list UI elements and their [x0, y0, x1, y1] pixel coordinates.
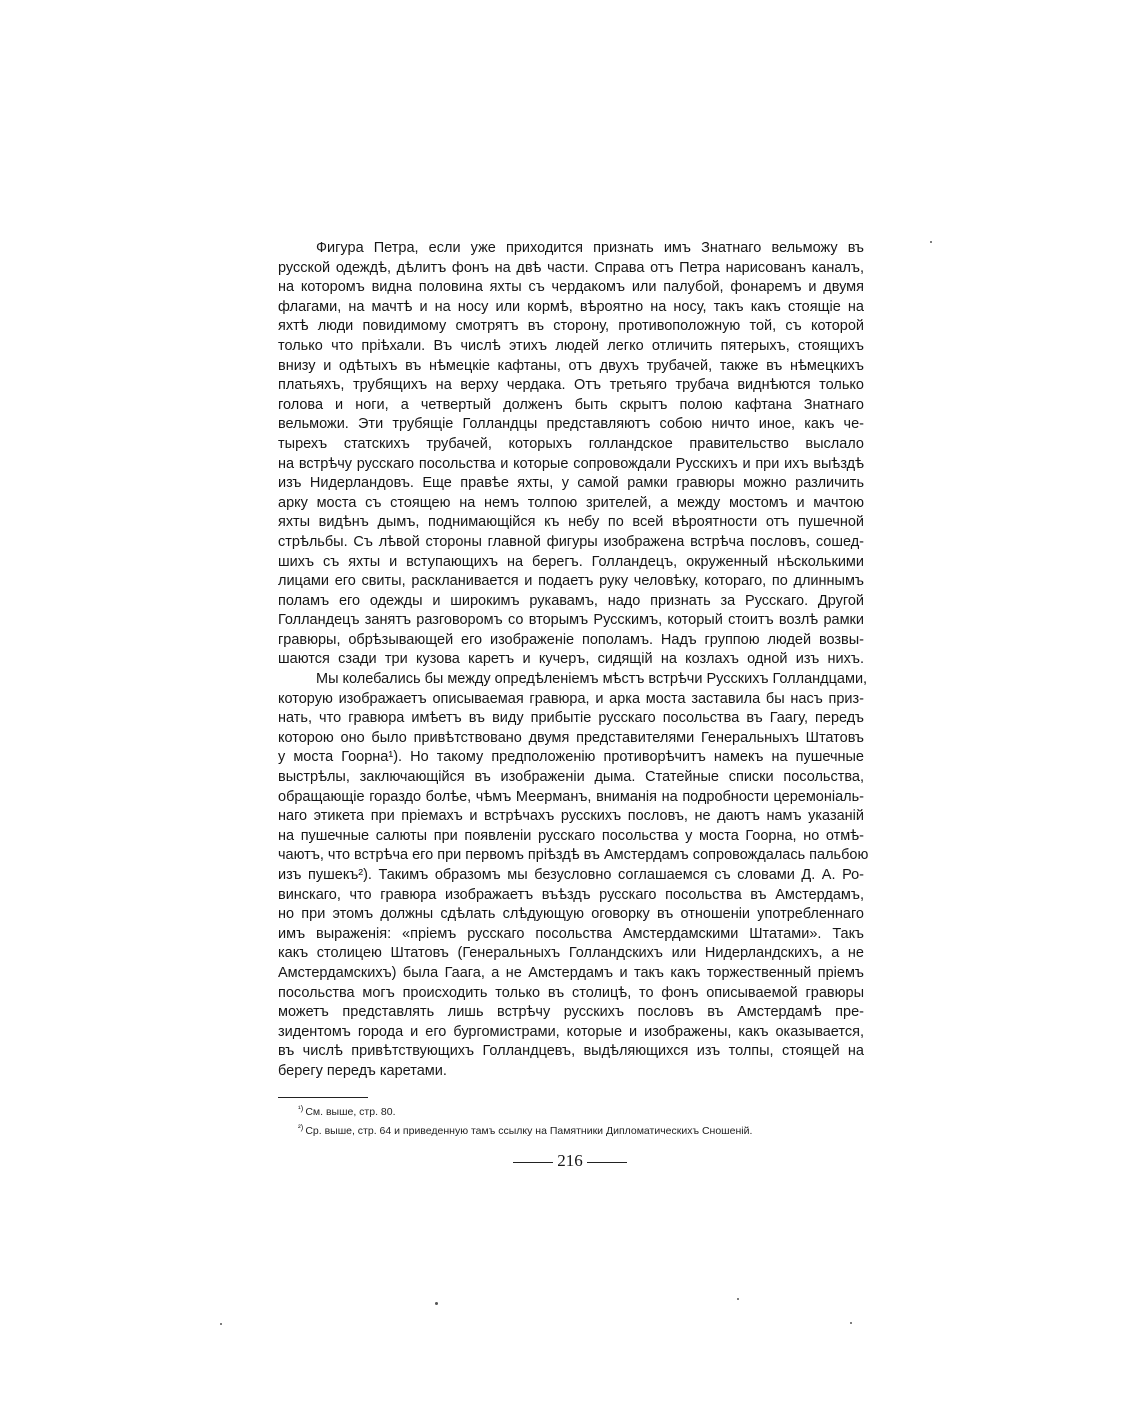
text-line: флагами, на мачтѣ и на носу или кормѣ, вѣроятно на носу, такъ какъ стоящіе на [278, 298, 864, 315]
paragraph-2 [278, 670, 869, 1081]
text-line: на пушечные салюты при появленіи русскаго посольства у моста Гоорна, но отмѣ- [278, 827, 864, 844]
text-line: выстрѣлы, заключающійся въ изображеніи дыма. Статейные списки посольства, [278, 769, 864, 786]
text-line: шихъ съ яхты и вступающихъ на берегъ. Голландецъ, окруженный нѣсколькими [278, 553, 864, 570]
text-line: на встрѣчу русскаго посольства и которые сопровождали Русскихъ и при ихъ выѣздѣ [278, 455, 864, 472]
text-line: можетъ представлять лишь встрѣчу русскихъ пословъ въ Амстердамѣ пре- [278, 1004, 864, 1021]
text-line: зидентомъ города и его бургомистрами, которые и изображены, какъ оказывается, [278, 1023, 864, 1040]
text-line: арку моста съ стоящею на немъ толпою зрителей, а между мостомъ и мачтою [278, 494, 864, 511]
scan-speck [930, 241, 932, 243]
text-line: берегу передъ каретами. [278, 1062, 447, 1079]
text-line: изъ Нидерландовъ. Еще правѣе яхты, у самой рамки гравюры можно различить [278, 475, 864, 492]
text-line: Амстердамскихъ) была Гаага, а не Амстердамъ и такъ какъ торжественный пріемъ [278, 964, 864, 981]
text-line: Голландецъ занятъ разговоромъ со вторымъ Русскимъ, который стоитъ возлѣ рамки [278, 612, 864, 629]
text-line: у моста Гоорна¹). Но такому предположенію противорѣчитъ намекъ на пушечные [278, 749, 864, 766]
text-line: изъ пушекъ²). Такимъ образомъ мы безусловно соглашаемся съ словами Д. А. Ро- [278, 867, 864, 883]
footnote-mark: ¹) [298, 1103, 304, 1113]
text-line: на которомъ видна половина яхты съ чердакомъ или палубой, фонаремъ и двумя [278, 279, 864, 296]
text-line: шаются сзади три кузова каретъ и кучеръ, сидящій на козлахъ одной изъ нихъ. [278, 651, 864, 668]
text-line: нать, что гравюра имѣетъ въ виду прибытіе русскаго посольства въ Гаагу, передъ [278, 710, 864, 727]
text-line: въ числѣ привѣтствующихъ Голландцевъ, выдѣляющихся изъ толпы, стоящей на [278, 1043, 864, 1060]
text-line: яхтѣ люди повидимому смотрятъ въ сторону, противоположную той, съ которой [278, 318, 864, 335]
text-line: которую изображаетъ описываемая гравюра, и арка моста заставила бы насъ приз- [278, 690, 864, 707]
text-line: которою оно было привѣтствовано двумя представителями Генеральныхъ Штатовъ [278, 729, 864, 746]
footnote-2 [298, 1122, 864, 1141]
footnote-mark: ²) [298, 1122, 304, 1132]
footnotes [298, 1103, 864, 1141]
text-line: вельможи. Эти трубящіе Голландцы представляютъ собою ничто иное, какъ че- [278, 416, 864, 433]
text-line: винскаго, что гравюра изображаетъ въѣздъ русскаго посольства въ Амстердамъ, [278, 886, 864, 903]
text-line: русской одеждѣ, дѣлитъ фонъ на двѣ части. Справа отъ Петра нарисованъ каналъ, [278, 259, 864, 276]
text-line: чаютъ, что встрѣча его при первомъ пріѣздѣ въ Амстердамъ сопровождалась пальбою [278, 847, 869, 864]
text-line: тырехъ статскихъ трубачей, которыхъ голландское правительство выслало [278, 435, 864, 452]
text-line: Мы колебались бы между опредѣленіемъ мѣстъ встрѣчи Русскихъ Голландцами, [316, 671, 868, 688]
footnote-1 [298, 1103, 864, 1122]
text-line: лицами его свиты, раскланивается и подаетъ руку человѣку, котораго, по длиннымъ [278, 573, 864, 590]
text-line: гравюры, обрѣзывающей его изображеніе пополамъ. Надъ группою людей возвы- [278, 631, 864, 648]
text-line: какъ столицею Штатовъ (Генеральныхъ Голландскихъ или Нидерландскихъ, а не [278, 945, 864, 962]
text-line: Фигура Петра, если уже приходится признать имъ Знатнаго вельможу въ [316, 240, 864, 256]
text-line: посольства могъ происходить только въ столицѣ, то фонъ описываемой гравюры [278, 984, 864, 1001]
footnote-text: См. выше, стр. 80. [305, 1106, 396, 1118]
text-line: платьяхъ, трубящихъ на верху чердака. Отъ третьяго трубача виднѣются только [278, 377, 864, 394]
text-line: поламъ его одежды и широкимъ рукавамъ, надо признать за Русскаго. Другой [278, 592, 864, 609]
text-line: только что пріѣхали. Въ числѣ этихъ людей легко отличить пятерыхъ, стоящихъ [278, 337, 864, 354]
scan-speck [850, 1322, 852, 1324]
text-line: обращающіе гораздо болѣе, чѣмъ Меерманъ, вниманія на подробности церемоніаль- [278, 788, 864, 805]
page-number [0, 1151, 1140, 1171]
footnote-text: Ср. выше, стр. 64 и приведенную тамъ ссылку на Памятники Дипломатическихъ Сношеній. [305, 1125, 753, 1137]
scan-speck [220, 1323, 222, 1325]
scan-speck [435, 1302, 438, 1305]
text-line: стрѣльбы. Съ лѣвой стороны главной фигуры изображена встрѣча пословъ, сошед- [278, 533, 864, 550]
text-line: яхты видѣнъ дымъ, поднимающійся къ небу по всей вѣроятности отъ пушечной [278, 514, 864, 531]
text-line: внизу и одѣтыхъ въ нѣмецкіе кафтаны, отъ двухъ трубачей, также въ нѣмецкихъ [278, 357, 864, 374]
body-text [278, 239, 869, 1082]
page-number-value: 216 [557, 1151, 583, 1170]
page-number-dash-right [587, 1162, 627, 1163]
scan-speck [737, 1298, 739, 1300]
text-line: но при этомъ должны сдѣлать слѣдующую оговорку въ отношеніи употребленнаго [278, 906, 864, 923]
footnote-divider [278, 1097, 368, 1098]
text-line: голова и ноги, а четвертый долженъ быть скрытъ полою кафтана Знатнаго [278, 396, 864, 413]
text-line: имъ выраженія: «пріемъ русскаго посольства Амстердамскими Штатами». Такъ [278, 925, 864, 942]
text-line: наго этикета при пріемахъ и встрѣчахъ русскихъ пословъ, не даютъ намъ указаній [278, 808, 864, 825]
paragraph-1 [278, 239, 864, 670]
page-number-dash-left [513, 1162, 553, 1163]
